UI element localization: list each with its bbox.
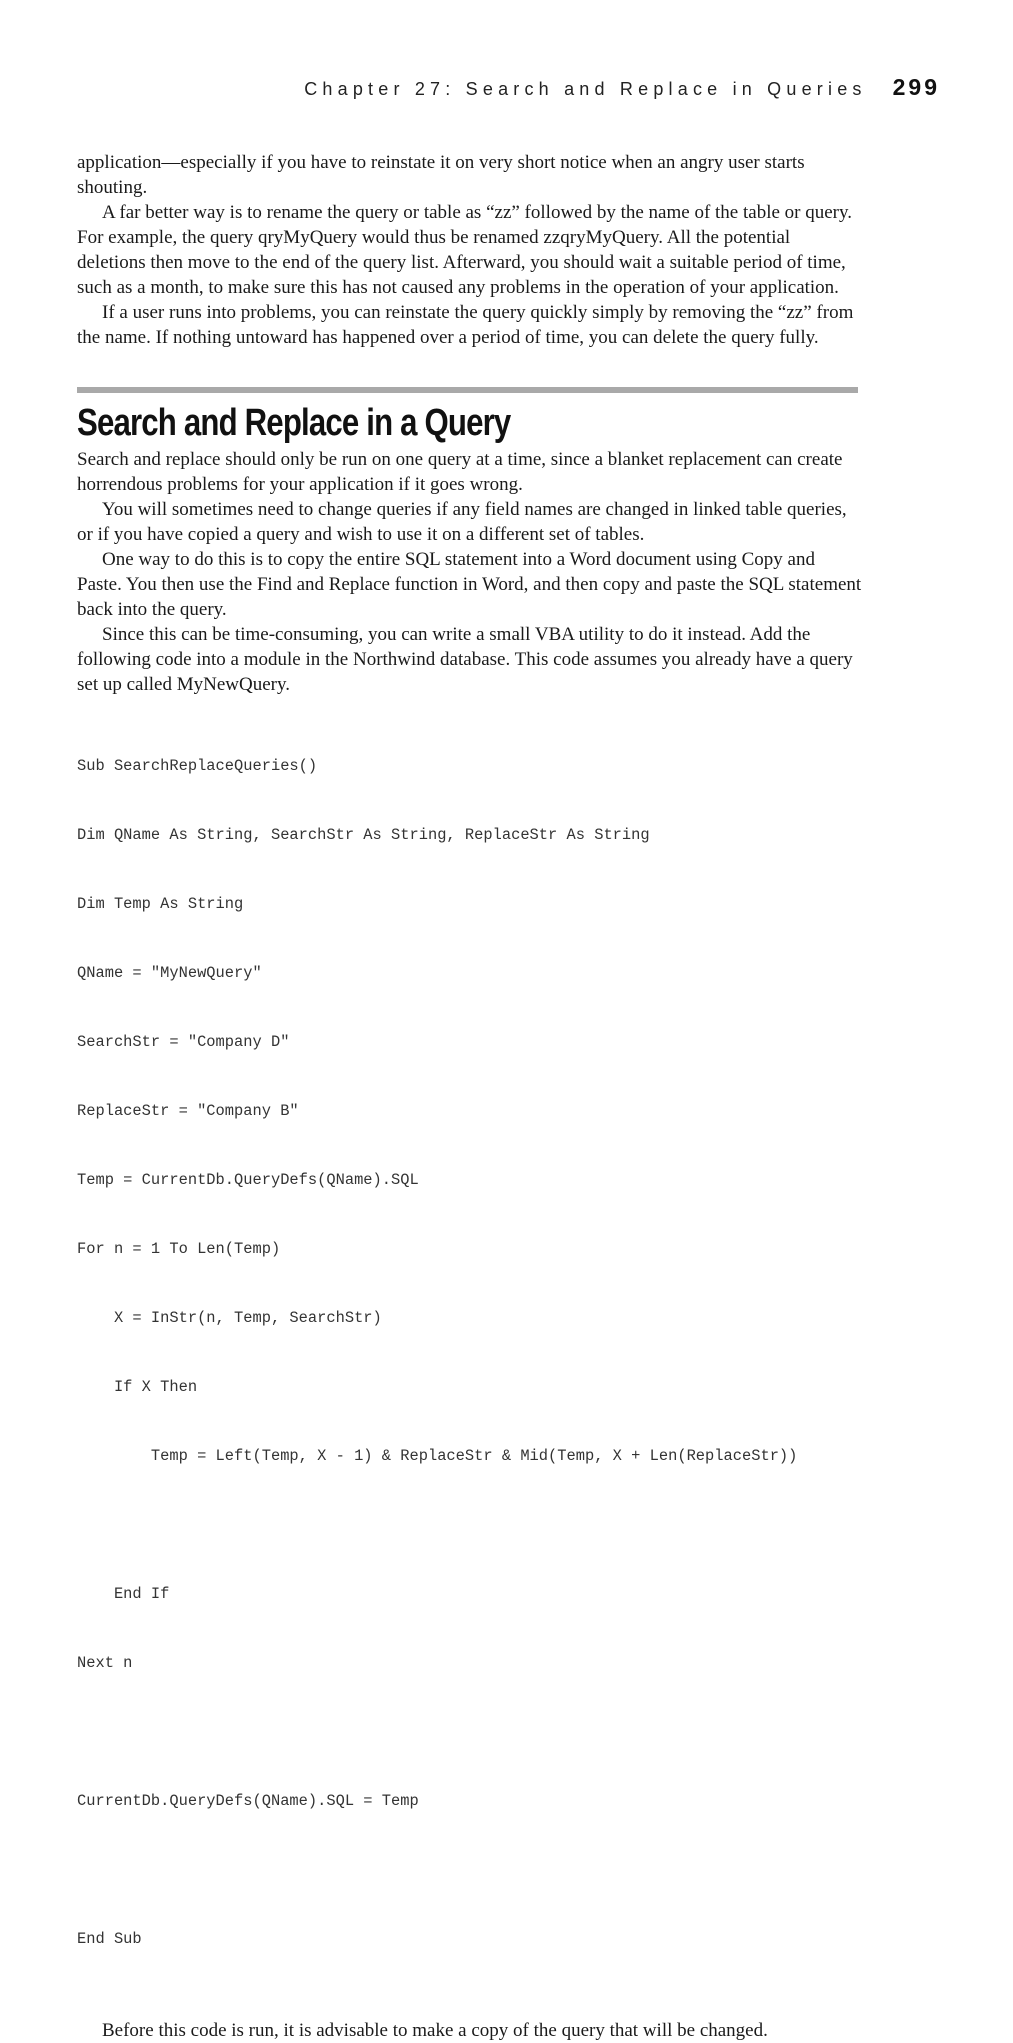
code-line: CurrentDb.QueryDefs(QName).SQL = Temp bbox=[77, 1792, 419, 1810]
code-listing bbox=[77, 709, 862, 1997]
code-line: Sub SearchReplaceQueries() bbox=[77, 757, 318, 775]
code-line: Dim Temp As String bbox=[77, 895, 244, 913]
running-head bbox=[0, 74, 940, 101]
code-line: SearchStr = "Company D" bbox=[77, 1033, 290, 1051]
code-line: If X Then bbox=[77, 1378, 198, 1396]
page-number: 299 bbox=[892, 74, 940, 100]
code-line: ReplaceStr = "Company B" bbox=[77, 1102, 299, 1120]
section-divider bbox=[77, 387, 858, 393]
chapter-title: Chapter 27: Search and Replace in Queries bbox=[304, 79, 867, 99]
code-line bbox=[77, 1859, 862, 1882]
body-paragraph: A far better way is to rename the query or table as “zz” followed by the name of the table or query. For example, the query qryMyQuery would thus be renamed zzqryMyQuery. All the potential deletions then move to the end of the query list. Afterward, you should wait a suitable period of time, such as a month, to make sure this has not caused any problems in the operation of your application. bbox=[77, 202, 853, 298]
body-paragraph: application—especially if you have to reinstate it on very short notice when an angry user starts shouting. bbox=[77, 152, 805, 198]
code-line: End If bbox=[77, 1585, 170, 1603]
code-line bbox=[77, 1721, 862, 1744]
body-paragraph: Search and replace should only be run on one query at a time, since a blanket replacement can create horrendous problems for your application if it goes wrong. bbox=[77, 449, 843, 495]
body-paragraph: You will sometimes need to change queries if any field names are changed in linked table queries, or if you have copied a query and wish to use it on a different set of tables. bbox=[77, 499, 847, 545]
code-line: For n = 1 To Len(Temp) bbox=[77, 1240, 281, 1258]
body-paragraph: If a user runs into problems, you can reinstate the query quickly simply by removing the “zz” from the name. If nothing untoward has happened over a period of time, you can delete the query fully. bbox=[77, 302, 854, 348]
code-line bbox=[77, 1514, 862, 1537]
code-line: Dim QName As String, SearchStr As String, ReplaceStr As String bbox=[77, 826, 650, 844]
body-paragraph: Before this code is run, it is advisable to make a copy of the query that will be changed. bbox=[102, 2020, 768, 2041]
code-line: End Sub bbox=[77, 1930, 142, 1948]
section-heading: Search and Replace in a Query bbox=[77, 402, 511, 444]
code-line: QName = "MyNewQuery" bbox=[77, 964, 262, 982]
body-paragraph: Since this can be time-consuming, you can write a small VBA utility to do it instead. Add the following code into a module in the Northwind database. This code assumes you already have a query set up called MyNewQuery. bbox=[77, 624, 853, 695]
code-line: Temp = Left(Temp, X - 1) & ReplaceStr & Mid(Temp, X + Len(ReplaceStr)) bbox=[77, 1447, 798, 1465]
body-paragraph: One way to do this is to copy the entire SQL statement into a Word document using Copy and Paste. You then use the Find and Replace function in Word, and then copy and paste the SQL statement back into the query. bbox=[77, 549, 862, 620]
page-body bbox=[77, 150, 862, 2043]
code-line: Temp = CurrentDb.QueryDefs(QName).SQL bbox=[77, 1171, 419, 1189]
code-line: Next n bbox=[77, 1654, 133, 1672]
code-line: X = InStr(n, Temp, SearchStr) bbox=[77, 1309, 382, 1327]
